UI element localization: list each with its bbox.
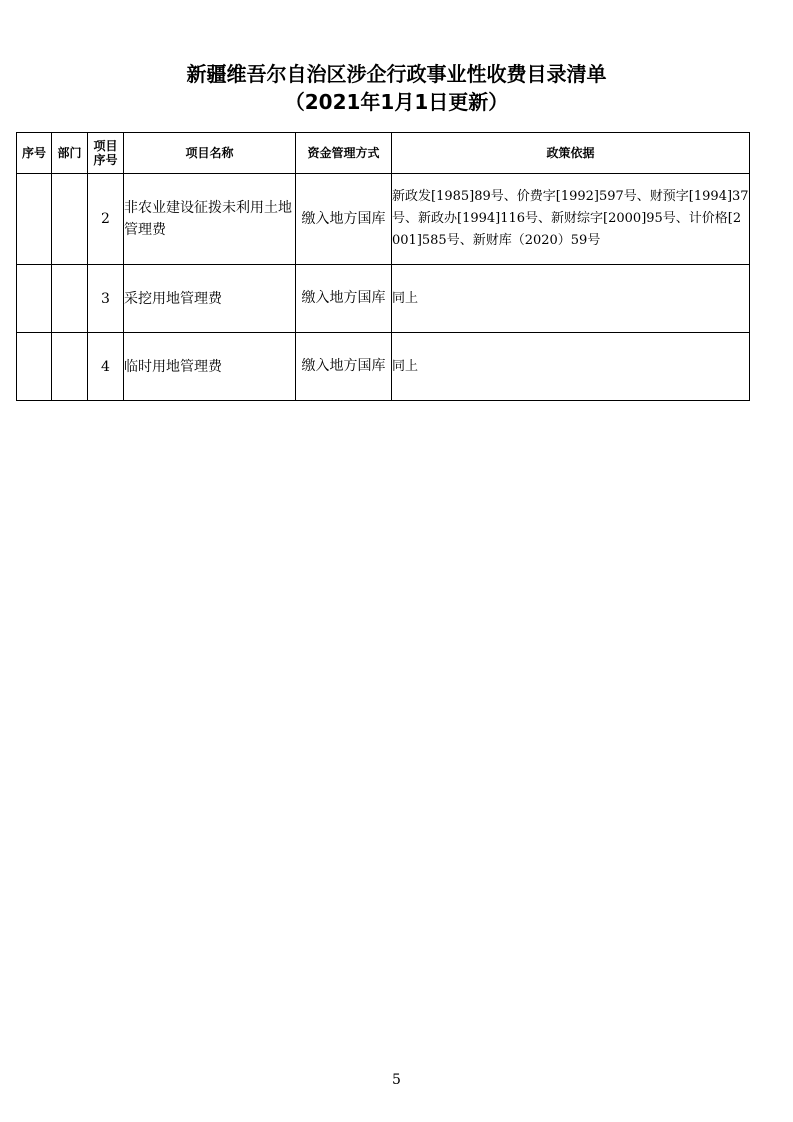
cell-seq <box>17 265 52 333</box>
cell-fund-mgmt: 缴入地方国库 <box>296 174 392 265</box>
header-item-seq <box>88 133 124 174</box>
cell-dept <box>52 333 88 401</box>
header-item-seq-line2: 序号 <box>93 153 118 167</box>
cell-dept <box>52 265 88 333</box>
cell-policy-basis: 新政发[1985]89号、价费字[1992]597号、财预字[1994]37号、新政办[1994]116号、新财综字[2000]95号、计价格[2001]585号、新财库（2020）59号 <box>392 174 750 265</box>
table-header-row <box>17 133 750 174</box>
header-item-name: 项目名称 <box>124 133 296 174</box>
cell-item-name: 采挖用地管理费 <box>124 265 296 333</box>
cell-item-name: 非农业建设征拨未利用土地管理费 <box>124 174 296 265</box>
cell-dept <box>52 174 88 265</box>
document-title: 新疆维吾尔自治区涉企行政事业性收费目录清单 <box>186 62 607 86</box>
table-row <box>17 333 750 401</box>
table-row <box>17 265 750 333</box>
cell-item-seq: 3 <box>88 265 124 333</box>
page-number: 5 <box>392 1072 401 1088</box>
cell-item-seq: 4 <box>88 333 124 401</box>
header-item-seq-line1: 项目 <box>93 139 118 153</box>
cell-fund-mgmt: 缴入地方国库 <box>296 333 392 401</box>
document-subtitle: （2021年1月1日更新） <box>284 90 509 114</box>
header-dept: 部门 <box>52 133 88 174</box>
cell-seq <box>17 333 52 401</box>
cell-fund-mgmt: 缴入地方国库 <box>296 265 392 333</box>
cell-item-seq: 2 <box>88 174 124 265</box>
header-seq: 序号 <box>17 133 52 174</box>
cell-item-name: 临时用地管理费 <box>124 333 296 401</box>
header-fund-mgmt: 资金管理方式 <box>296 133 392 174</box>
cell-policy-basis: 同上 <box>392 265 750 333</box>
header-policy-basis: 政策依据 <box>392 133 750 174</box>
table-row <box>17 174 750 265</box>
fee-catalog-table <box>16 132 750 401</box>
cell-seq <box>17 174 52 265</box>
cell-policy-basis: 同上 <box>392 333 750 401</box>
